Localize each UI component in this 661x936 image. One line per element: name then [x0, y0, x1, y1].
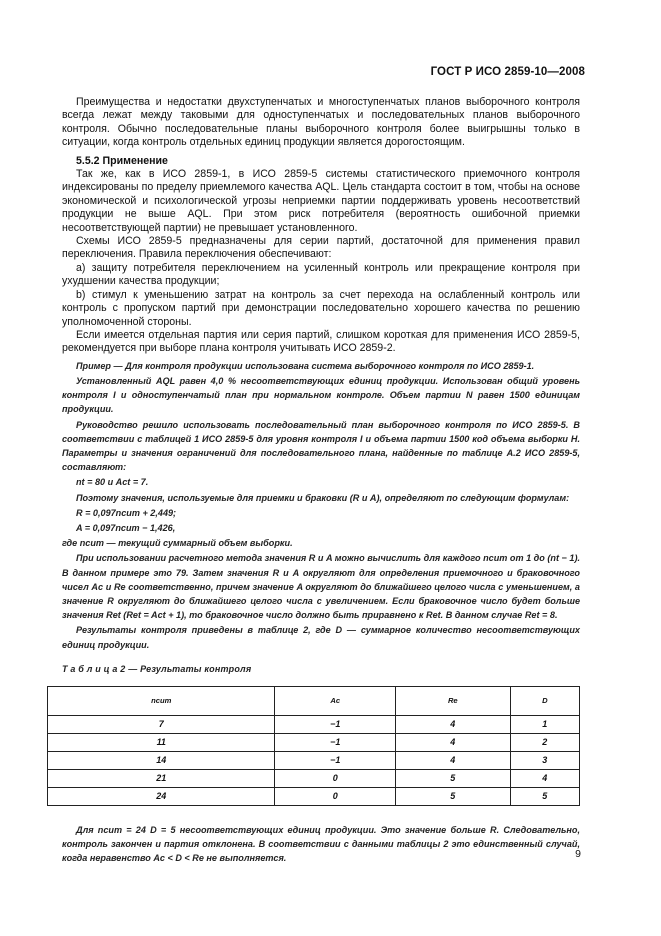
paragraph-single-lot: Если имеется отдельная партия или серия партий, слишком короткая для применения ИСО 2859-5, рекомендуется при выборе плана контроля учитывать ИСО 2859-2.	[62, 328, 580, 355]
table-row	[48, 751, 580, 769]
page-number: 9	[575, 848, 581, 860]
table-header-row	[48, 686, 580, 715]
conclusion-paragraph: Для ncum = 24 D = 5 несоответствующих единиц продукции. Это значение больше R. Следовательно, контроль закончен и партия отклонена. В соответствии с данными таблицы 2 это единственный случай, когда неравенство Ac < D < Re не выполняется.	[62, 824, 580, 864]
cell-d: 5	[510, 787, 579, 805]
header-ncum: ncum	[48, 686, 275, 715]
cell-ac: −1	[275, 751, 396, 769]
cell-ncum: 14	[48, 751, 275, 769]
cell-re: 5	[395, 769, 510, 787]
table-caption: Т а б л и ц а 2 — Результаты контроля	[62, 663, 252, 674]
cell-d: 4	[510, 769, 579, 787]
cell-ac: −1	[275, 715, 396, 733]
table-row	[48, 715, 580, 733]
cell-ncum: 21	[48, 769, 275, 787]
results-table	[47, 686, 580, 806]
table-row	[48, 733, 580, 751]
cell-d: 2	[510, 733, 579, 751]
formula-where: где ncum — текущий суммарный объем выборки.	[62, 538, 293, 549]
formula-a: A = 0,097ncum − 1,426,	[76, 522, 176, 533]
header-d: D	[510, 686, 579, 715]
formula-r: R = 0,097ncum + 2,449;	[76, 507, 177, 518]
example-calculation: При использовании расчетного метода значения R и A можно вычислить для каждого ncum от 1 до (nt − 1). В данном примере это 79. Затем значения R и A округляют для определения приемочного и браковочного чисел Ac и Re соответственно, причем значение A округляют до ближайшего целого числа с уменьшением, а значение R округляют до ближайшего целого числа с увеличением. Если браковочное число будет больше значения Ret (Ret = Act + 1), то браковочное число должно быть приравнено к Ret. В данном случае Ret = 8.	[62, 553, 580, 621]
intro-paragraph: Преимущества и недостатки двухступенчатых и многоступенчатых планов выборочного контроля всегда лежат между таковыми для одноступенчатых и последовательных планов выборочного контроля. Обычно последовательные планы выборочного контроля более выигрышны только в ситуации, когда контроль отдельных единиц продукции является дорогостоящим.	[62, 96, 580, 149]
cell-ac: 0	[275, 787, 396, 805]
cell-ac: −1	[275, 733, 396, 751]
section-number: 5.5.2	[76, 154, 100, 167]
example-formula-intro: Поэтому значения, используемые для приемки и браковки (R и A), определяют по следующим формулам:	[76, 492, 570, 503]
example-plan: Руководство решило использовать последовательный план выборочного контроля по ИСО 2859-5. В соответствии с таблицей 1 ИСО 2859-5 для уровня контроля I и объема партии 1500 код объема выборки H. Параметры и значения ограничений для последовательного плана, найденные по таблице A.2 ИСО 2859-5, составляют:	[62, 419, 580, 473]
paragraph-switching: Схемы ИСО 2859-5 предназначены для серии партий, достаточной для применения правил переключения. Правила переключения обеспечивают:	[62, 235, 580, 261]
example-results: Результаты контроля приведены в таблице 2, где D — суммарное количество несоответствующих единиц продукции.	[62, 625, 580, 650]
cell-ac: 0	[275, 769, 396, 787]
paragraph-aql: Так же, как в ИСО 2859-1, в ИСО 2859-5 системы статистического приемочного контроля индексированы по пределу приемлемого качества AQL. Цель стандарта состоит в том, чтобы на основе экономической и психологической угрозы неприемки партии поддерживать уровень несоответствий продукции не выше AQL. При этом риск потребителя (вероятность ошибочной приемки несоответствующей партии) не превышает установленного.	[62, 168, 580, 234]
header-ac: Ac	[275, 686, 396, 715]
cell-ncum: 11	[48, 733, 275, 751]
section-heading	[62, 155, 580, 168]
table-row	[48, 787, 580, 805]
cell-re: 4	[395, 751, 510, 769]
cell-d: 1	[510, 715, 579, 733]
example-aql: Установленный AQL равен 4,0 % несоответствующих единиц продукции. Использован общий уровень контроля I и одноступенчатый план при нормальном контроле. Объем партии N равен 1500 единицам продукции.	[62, 375, 580, 415]
cell-re: 4	[395, 733, 510, 751]
cell-re: 4	[395, 715, 510, 733]
example-title: Пример — Для контроля продукции использована система выборочного контроля по ИСО 2859-1.	[76, 360, 535, 371]
table-row	[48, 769, 580, 787]
page-content	[62, 96, 580, 865]
cell-re: 5	[395, 787, 510, 805]
list-item-a: а) защиту потребителя переключением на усиленный контроль или прекращение контроля при ухудшении качества продукции;	[62, 261, 580, 288]
header-re: Re	[395, 686, 510, 715]
cell-d: 3	[510, 751, 579, 769]
example-params: nt = 80 и Act = 7.	[76, 477, 149, 488]
document-code: ГОСТ Р ИСО 2859-10—2008	[430, 66, 585, 78]
cell-ncum: 7	[48, 715, 275, 733]
list-item-b: b) стимул к уменьшению затрат на контроль за счет перехода на ослабленный контроль или контроль с пропуском партий при демонстрации последовательно хорошего качества по решению уполномоченной стороны.	[62, 288, 580, 328]
section-title: Применение	[102, 154, 168, 167]
cell-ncum: 24	[48, 787, 275, 805]
